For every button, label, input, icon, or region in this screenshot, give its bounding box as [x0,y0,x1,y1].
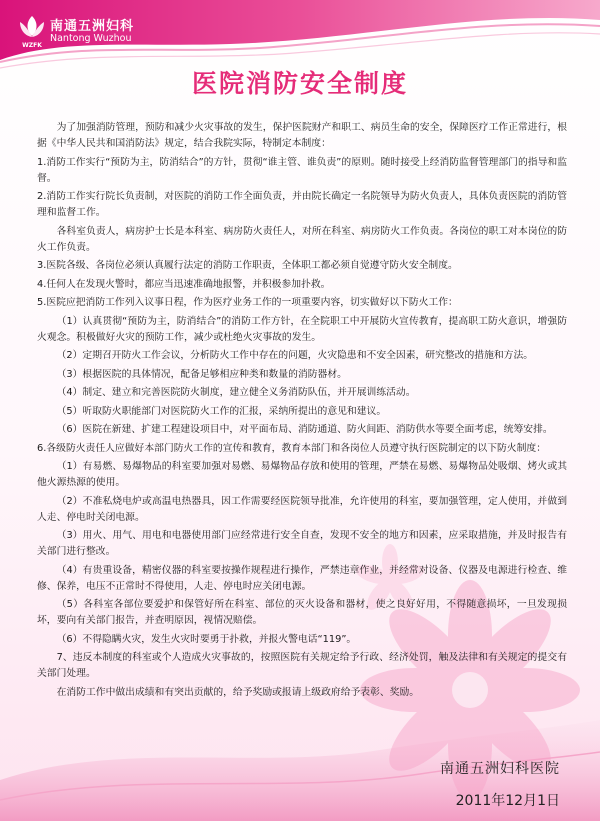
regulation-body [37,120,567,703]
regulation-paragraph: 1.消防工作实行“预防为主，防消结合”的方针，贯彻“谁主管、谁负责”的原则。随时接受上经消防监督管理部门的指导和监督。 [37,156,567,184]
regulation-paragraph: （6）医院在新建、扩建工程建设项目中，对平面布局、消防通道、防火间距、消防供水等要全面考虑，统筹安排。 [56,424,553,435]
regulation-paragraph: （4）制定、建立和完善医院防火制度，建立健全义务消防队伍，并开展训练活动。 [56,387,416,398]
regulation-paragraph: （5）听取防火职能部门对医院防火工作的汇报，采纳所提出的意见和建议。 [56,405,387,417]
regulation-paragraph: （4）有贵重设备，精密仪器的科室要按操作规程进行操作，严禁违章作业，并经常对设备、仪器及电源进行检查、维修、保养，电压不正常时不得使用，人走、停电时应关闭电源。 [37,564,567,592]
regulation-paragraph: 7、违反本制度的科室或个人造成火灾事故的，按照医院有关规定给予行政、经济处罚，触及法律和有关规定的提交有关部门处理。 [37,652,567,679]
page-title: 医院消防安全制度 [191,69,408,98]
regulation-paragraph: 2.消防工作实行院长负责制，对医院的消防工作全面负责，并由院长确定一名院领导为防火负责人，具体负责医院的消防管理和监督工作。 [37,191,567,218]
logo-mark-text: WZFK [22,42,42,49]
regulation-paragraph: （2）定期召开防火工作会议，分析防火工作中存在的问题，火灾隐患和不安全因素，研究整改的措施和方法。 [56,350,534,361]
regulation-paragraph: 为了加强消防管理，预防和减少火灾事故的发生，保护医院财产和职工、病员生命的安全，保障医疗工作正常进行，根据《中华人民共和国消防法》规定，结合我院实际，特制定本制度： [37,122,567,149]
regulation-paragraph: （3）用火、用气、用电和电器使用部门应经常进行安全自查，发现不安全的地方和因素，应采取措施，并及时报告有关部门进行整改。 [37,530,567,557]
regulation-paragraph: （6）不得隐瞒火灾，发生火灾时要勇于扑救，并报火警电话“119”。 [56,633,357,645]
hospital-logo [14,10,204,50]
logo-english-name: Nantong Wuzhou [50,33,132,44]
regulation-paragraph: （2）不准私烧电炉或高温电热器具，因工作需要经医院领导批准，允许使用的科室，要加强管理，定人使用，并做到人走、停电时关闭电源。 [37,495,567,523]
regulation-paragraph: 6.各级防火责任人应做好本部门防火工作的宣传和教育，教育本部门和各岗位人员遵守执行医院制定的以下防火制度： [37,442,546,454]
regulation-paragraph: （3）根据医院的具体情况，配备足够相应种类和数量的消防器材。 [56,368,347,380]
lotus-logo-icon [14,10,50,50]
regulation-paragraph: （1）有易燃、易爆物品的科室要加强对易燃、易爆物品存放和使用的管理，严禁在易燃、易爆物品处吸烟、烤火或其他火源热源的使用。 [37,461,567,488]
regulation-paragraph: （1）认真贯彻“预防为主，防消结合”的消防工作方针，在全院职工中开展防火宣传教育，提高职工防火意识，增强防火观念。积极做好火灾的预防工作，减少或杜绝火灾事故的发生。 [37,315,567,343]
logo-chinese-name: 南通五洲妇科 [50,19,135,34]
footer-hospital-name: 南通五洲妇科医院 [440,761,560,777]
regulation-paragraph: 4.任何人在发现火警时，都应当迅速准确地报警，并积极参加扑救。 [37,278,331,290]
regulation-paragraph: 在消防工作中做出成绩和有突出贡献的，给予奖励或报请上级政府给予表彰、奖励。 [56,686,420,698]
regulation-paragraph: 3.医院各级、各岗位必须认真履行法定的消防工作职责，全体职工都必须自觉遵守防火安全制度。 [37,260,458,271]
regulation-paragraph: 各科室负责人，病房护士长是本科室、病房防火责任人，对所在科室、病房防火工作负责。各岗位的职工对本岗位的防火工作负责。 [37,225,567,253]
regulation-paragraph: （5）各科室各部位要爱护和保管好所在科室、部位的灭火设备和器材，使之良好好用，不得随意损坏，一旦发现损坏，要向有关部门报告，并查明原因，视情况赔偿。 [37,599,567,626]
regulation-paragraph: 5.医院应把消防工作列入议事日程，作为医疗业务工作的一项重要内容，切实做好以下防火工作： [37,297,458,308]
footer-date: 2011年12月1日 [455,793,560,809]
